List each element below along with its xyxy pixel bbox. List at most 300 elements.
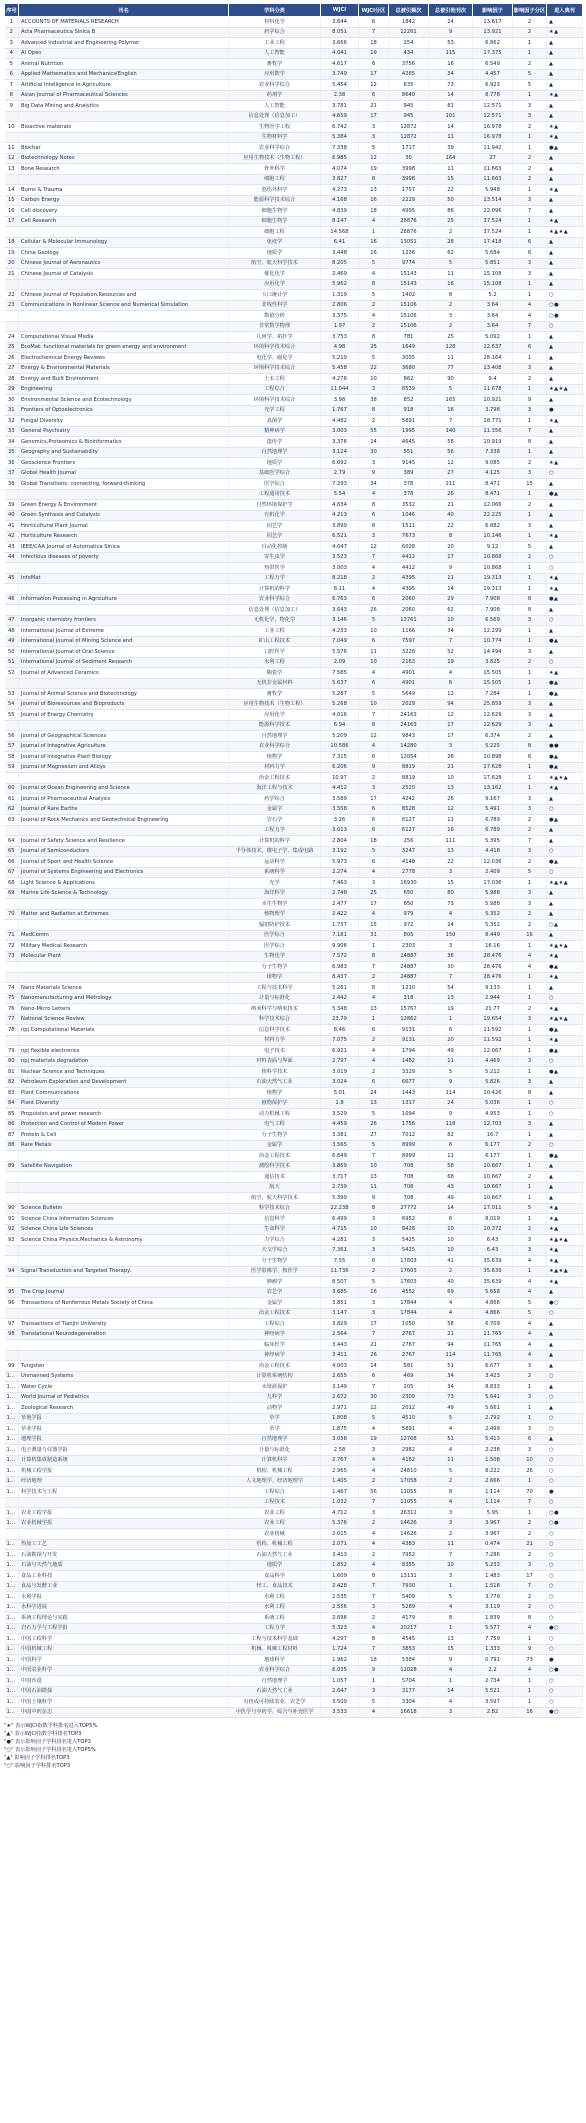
wjci-value: 3.666 [321,38,359,49]
impact-factor-rank: 6 [513,237,547,248]
total-citations: 1443 [389,1088,429,1099]
impact-factor: 6.862 [473,38,513,49]
impact-factor: 5.413 [473,1434,513,1445]
wjci-quartile: 18 [359,1655,389,1666]
subject-category: 海洋工程与技术 [229,783,321,794]
rank-marks: ▲ [547,363,583,374]
other-citations: 28 [429,752,473,763]
row-number: 130 [5,1707,19,1718]
wjci-quartile: 1 [359,1014,389,1025]
journal-title: Inorganic chemistry frontiers [19,615,229,626]
total-citations: 8640 [389,90,429,101]
impact-factor: 2.944 [473,993,513,1004]
impact-factor-rank: 2 [513,122,547,133]
wjci-value: 1.032 [321,1497,359,1508]
rank-marks: ★▲ [547,1277,583,1288]
impact-factor-rank: 16 [513,930,547,941]
journal-title: Unmanned Systems [19,1371,229,1382]
rank-marks: ▲ [547,888,583,899]
table-row [5,69,583,80]
other-citations: 5 [429,384,473,395]
rank-marks: ○ [547,1455,583,1466]
rank-marks: ▲ [547,899,583,910]
impact-factor-rank: 1 [513,510,547,521]
journal-title: Nuclear Science and Techniques [19,1067,229,1078]
other-citations: 111 [429,836,473,847]
table-row [5,962,583,973]
other-citations: 2 [429,321,473,332]
total-citations: 5425 [389,1235,429,1246]
impact-factor-rank: 1 [513,489,547,500]
row-number [5,720,19,731]
total-citations: 945 [389,101,429,112]
total-citations: 635 [389,80,429,91]
row-number: 16 [5,206,19,217]
rank-marks: ○ [547,867,583,878]
wjci-value: 3.024 [321,1077,359,1088]
wjci-quartile: 9 [359,1665,389,1676]
journal-title: 农业机械学报 [19,1518,229,1529]
subject-category: 人工智能 [229,101,321,112]
row-number: 102 [5,1392,19,1403]
row-number [5,1182,19,1193]
wjci-quartile: 6 [359,815,389,826]
impact-factor: 6.677 [473,1361,513,1372]
rank-marks: ★▲ [547,458,583,469]
subject-category: 信息科学 [229,1214,321,1225]
other-citations: 13 [429,993,473,1004]
rank-marks: ★▲ [547,1224,583,1235]
wjci-quartile: 3 [359,1445,389,1456]
total-citations: 9131 [389,1035,429,1046]
header-cell: 学科分类 [229,4,321,17]
impact-factor: 5.684 [473,248,513,259]
row-number [5,563,19,574]
total-citations: 5409 [389,1592,429,1603]
other-citations: 90 [429,374,473,385]
subject-category: 农业科学综合 [229,741,321,752]
subject-category: 分子生物学 [229,1130,321,1141]
wjci-value: 3.124 [321,447,359,458]
row-number: 49 [5,636,19,647]
legend-note: "★" 表示WJCI指数学科排名进入TOP5% [4,1723,98,1729]
rank-marks: ★▲★▲ [547,1014,583,1025]
row-number: 58 [5,752,19,763]
table-row [5,48,583,59]
row-number [5,1277,19,1288]
impact-factor-rank: 2 [513,1592,547,1603]
subject-category: 水资源保护 [229,1382,321,1393]
rank-marks: ▲ [547,542,583,553]
row-number: 25 [5,342,19,353]
journal-title: 食品与发酵工业 [19,1581,229,1592]
other-citations: 17 [429,731,473,742]
wjci-quartile: 17 [359,899,389,910]
table-row [5,500,583,511]
row-number: 72 [5,941,19,952]
rank-marks: ▲ [547,269,583,280]
journal-title: Science China Physics,Mechanics & Astronomy [19,1235,229,1246]
impact-factor-rank: 3 [513,1361,547,1372]
table-row [5,1403,583,1414]
table-row [5,542,583,553]
wjci-value: 1.962 [321,1655,359,1666]
total-citations: 2982 [389,1445,429,1456]
rank-marks: ★▲ [547,1004,583,1015]
subject-category: 电子技术 [229,1046,321,1057]
impact-factor-rank: 1 [513,227,547,238]
rank-marks: ▲ [547,206,583,217]
other-citations: 21 [429,1329,473,1340]
wjci-quartile: 16 [359,1287,389,1298]
impact-factor: 2.2 [473,1665,513,1676]
total-citations: 945 [389,111,429,122]
table-row [5,1109,583,1120]
impact-factor-rank: 1 [513,1098,547,1109]
other-citations: 51 [429,1434,473,1445]
row-number [5,1256,19,1267]
table-row [5,227,583,238]
impact-factor: 6.177 [473,1140,513,1151]
row-number: 81 [5,1067,19,1078]
journal-title: 机械工程学报 [19,1466,229,1477]
wjci-value: 2.655 [321,1371,359,1382]
total-citations: 581 [389,1361,429,1372]
subject-category: 运动科学 [229,857,321,868]
subject-category: 冶金工程技术 [229,773,321,784]
impact-factor-rank: 1 [513,993,547,1004]
rank-marks: ▲ [547,374,583,385]
impact-factor: 17.628 [473,773,513,784]
wjci-quartile: 2 [359,321,389,332]
subject-category: 水生生物学 [229,899,321,910]
impact-factor: 10.667 [473,1172,513,1183]
row-number: 18 [5,237,19,248]
impact-factor: 11.592 [473,1025,513,1036]
subject-category: 矿山工程技术 [229,636,321,647]
rank-marks: ▲ [547,794,583,805]
journal-title: Bioactive materials [19,122,229,133]
wjci-quartile: 6 [359,636,389,647]
impact-factor-rank: 7 [513,426,547,437]
table-row [5,825,583,836]
wjci-quartile: 12 [359,731,389,742]
total-citations: 12872 [389,122,429,133]
row-number: 11 [5,143,19,154]
journal-title: Cell Research [19,216,229,227]
journal-title: Cell discovery [19,206,229,217]
row-number: 65 [5,846,19,857]
total-citations: 5891 [389,1424,429,1435]
wjci-value: 8.11 [321,584,359,595]
other-citations: 16 [429,59,473,70]
wjci-quartile: 13 [359,185,389,196]
wjci-quartile: 3 [359,1245,389,1256]
impact-factor-rank: 1 [513,678,547,689]
impact-factor-rank: 1 [513,762,547,773]
total-citations: 9843 [389,731,429,742]
wjci-value: 3.98 [321,395,359,406]
subject-category: 海洋科学 [229,888,321,899]
wjci-quartile: 17 [359,111,389,122]
other-citations: 4 [429,1445,473,1456]
rank-marks: ○ [547,615,583,626]
impact-factor: 5.641 [473,1392,513,1403]
subject-category: 水利工程 [229,1592,321,1603]
table-row [5,1035,583,1046]
impact-factor-rank: 2 [513,1224,547,1235]
row-number: 21 [5,269,19,280]
subject-category: 工程通用技术 [229,489,321,500]
row-number [5,1193,19,1204]
table-row [5,353,583,364]
wjci-quartile: 10 [359,1161,389,1172]
other-citations: 86 [429,206,473,217]
journal-title: 中国石油勘探 [19,1686,229,1697]
journal-title: Signal Transduction and Targeted Therapy. [19,1266,229,1277]
row-number: 46 [5,594,19,605]
subject-category: 创伤外科学 [229,185,321,196]
rank-marks: ○ [547,1413,583,1424]
rank-marks: ★▲ [547,668,583,679]
wjci-value: 5.268 [321,699,359,710]
other-citations: 12 [429,710,473,721]
other-citations: 2 [429,227,473,238]
subject-category: 医学综合 [229,941,321,952]
rank-marks: ▲ [547,1077,583,1088]
impact-factor-rank: 2 [513,17,547,28]
wjci-quartile: 5 [359,846,389,857]
journal-title: International Journal of Sediment Research [19,657,229,668]
journal-title: Water Cycle [19,1382,229,1393]
impact-factor-rank: 5 [513,867,547,878]
table-row [5,1655,583,1666]
subject-category: 分子生物学 [229,962,321,973]
impact-factor: 6.789 [473,815,513,826]
wjci-quartile: 4 [359,741,389,752]
table-row [5,615,583,626]
impact-factor: 11.765 [473,1329,513,1340]
impact-factor: 19.313 [473,573,513,584]
row-number [5,605,19,616]
rank-marks: ★▲★▲ [547,941,583,952]
impact-factor-rank: 3 [513,468,547,479]
wjci-quartile: 21 [359,1340,389,1351]
wjci-value: 3.827 [321,174,359,185]
impact-factor-rank: 1 [513,353,547,364]
wjci-quartile: 12 [359,80,389,91]
journal-title: Nanomanufacturing and Metrology [19,993,229,1004]
impact-factor-rank: 7 [513,836,547,847]
wjci-value: 6.035 [321,1665,359,1676]
journal-title [19,1151,229,1162]
other-citations: 118 [429,1119,473,1130]
impact-factor-rank: 1 [513,983,547,994]
journal-title: 科学技术与工程 [19,1487,229,1498]
journal-title: Science Bulletin [19,1203,229,1214]
wjci-quartile: 30 [359,1392,389,1403]
wjci-value: 8.051 [321,27,359,38]
rank-marks: ▲ [547,59,583,70]
impact-factor-rank: 1 [513,1686,547,1697]
subject-category: 畜牧学 [229,59,321,70]
total-citations: 28876 [389,216,429,227]
impact-factor: 5.395 [473,836,513,847]
impact-factor-rank: 1 [513,1193,547,1204]
other-citations: 9 [429,1109,473,1120]
wjci-value: 2.748 [321,888,359,899]
table-row [5,1665,583,1676]
impact-factor-rank: 2 [513,552,547,563]
subject-category: 人工智能 [229,48,321,59]
wjci-quartile: 4 [359,311,389,322]
row-number: 83 [5,1088,19,1099]
wjci-quartile: 5 [359,290,389,301]
total-citations: 708 [389,1193,429,1204]
wjci-quartile: 26 [359,1119,389,1130]
subject-category: 计算机的科学 [229,836,321,847]
impact-factor-rank: 1 [513,1382,547,1393]
wjci-quartile: 8 [359,1634,389,1645]
total-citations: 1236 [389,248,429,259]
total-citations: 7673 [389,531,429,542]
subject-category: 基础医学综合 [229,468,321,479]
table-row [5,773,583,784]
impact-factor: 17.036 [473,878,513,889]
table-row [5,111,583,122]
total-citations: 2163 [389,657,429,668]
row-number: 70 [5,909,19,920]
wjci-value: 2.442 [321,993,359,1004]
total-citations: 11055 [389,1497,429,1508]
rank-marks: ○ [547,1581,583,1592]
subject-category: 精神病学 [229,426,321,437]
total-citations: 15767 [389,1004,429,1015]
total-citations: 3998 [389,164,429,175]
impact-factor-rank: 2 [513,815,547,826]
rank-marks: ●▲ [547,636,583,647]
rank-marks: ▲ [547,80,583,91]
other-citations: 25 [429,332,473,343]
wjci-value: 1.405 [321,1476,359,1487]
other-citations: 11 [429,573,473,584]
journal-title: Biotechnology Notes [19,153,229,164]
journal-title: International Journal of Oral Science [19,647,229,658]
impact-factor-rank: 2 [513,1518,547,1529]
other-citations: 12 [429,804,473,815]
wjci-value: 1.767 [321,405,359,416]
other-citations: 6 [429,1025,473,1036]
table-row [5,1434,583,1445]
row-number: 69 [5,888,19,899]
table-row [5,1413,583,1424]
journal-title: 中国沙漠 [19,1676,229,1687]
subject-category: 农业科学综合 [229,143,321,154]
journal-title: Protection and Control of Modern Power [19,1119,229,1130]
other-citations: 7 [429,416,473,427]
impact-factor-rank: 4 [513,311,547,322]
row-number [5,1035,19,1046]
journal-title [19,1172,229,1183]
journal-title: Infectious diseases of poverty [19,552,229,563]
journal-title [19,489,229,500]
total-citations: 918 [389,405,429,416]
total-citations: 781 [389,332,429,343]
subject-category: 工业工程 [229,626,321,637]
other-citations: 73 [429,1392,473,1403]
total-citations: 708 [389,1161,429,1172]
journal-title: 石油勘探与开发 [19,1550,229,1561]
impact-factor-rank: 3 [513,111,547,122]
other-citations: 4 [429,1697,473,1708]
wjci-value: 2.804 [321,836,359,847]
row-number: 121 [5,1613,19,1624]
impact-factor-rank: 5 [513,1298,547,1309]
row-number [5,321,19,332]
total-citations: 24887 [389,962,429,973]
rank-marks: ▲ [547,500,583,511]
impact-factor: 28.476 [473,972,513,983]
other-citations: 20 [429,1035,473,1046]
journal-title: 系统工程理论与实践 [19,1613,229,1624]
journal-title: International Journal of Mining Science and [19,636,229,647]
total-citations: 1757 [389,185,429,196]
wjci-value: 4.278 [321,374,359,385]
table-row [5,248,583,259]
journal-title: 中国机械工程 [19,1644,229,1655]
total-citations: 13051 [389,237,429,248]
impact-factor-rank: 3 [513,710,547,721]
row-number: 104 [5,1413,19,1424]
other-citations: 30 [429,962,473,973]
table-row [5,972,583,983]
rank-marks: ▲ [547,1130,583,1141]
table-row [5,857,583,868]
impact-factor-rank: 1 [513,878,547,889]
rank-marks: ○ [547,1644,583,1655]
wjci-quartile: 6 [359,1256,389,1267]
table-row [5,1340,583,1351]
table-row [5,941,583,952]
wjci-value: 3.013 [321,825,359,836]
row-number: 111 [5,1487,19,1498]
subject-category: 农业科学综合 [229,594,321,605]
impact-factor-rank: 2 [513,1172,547,1183]
other-citations: 73 [429,80,473,91]
wjci-value: 1.875 [321,1424,359,1435]
subject-category: 免疫学 [229,237,321,248]
wjci-quartile: 5 [359,1109,389,1120]
journal-title: Energy and Built Environment [19,374,229,385]
impact-factor: 2.666 [473,1476,513,1487]
impact-factor-rank: 1 [513,1508,547,1519]
subject-category: 农业科学综合 [229,1665,321,1676]
wjci-value: 10.97 [321,773,359,784]
rank-marks: ★▲ [547,1214,583,1225]
total-citations: 318 [389,993,429,1004]
rank-marks: ★▲ [547,531,583,542]
subject-category: 石油天然气工业 [229,1686,321,1697]
impact-factor-rank: 7 [513,321,547,332]
other-citations: 54 [429,983,473,994]
subject-category: 应用化学 [229,279,321,290]
journal-title: Journal of Rock Mechanics and Geotechnical Engineering [19,815,229,826]
row-number: 90 [5,1203,19,1214]
impact-factor: 22.225 [473,510,513,521]
wjci-value: 3.749 [321,69,359,80]
journal-title [19,1193,229,1204]
rank-marks: ○ [547,1550,583,1561]
